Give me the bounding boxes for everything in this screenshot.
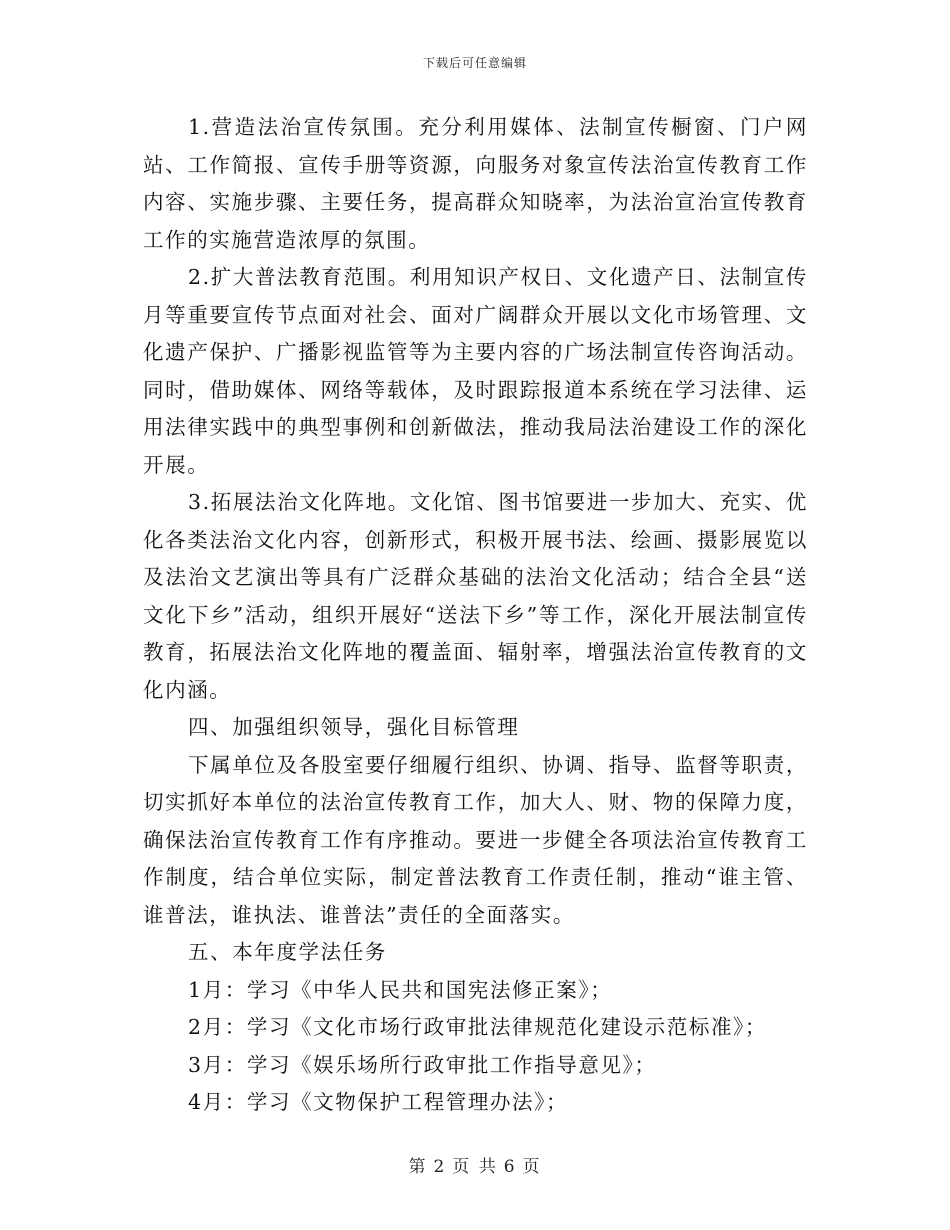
footer-middle: 页 共 (452, 1157, 498, 1177)
page-header-note: 下载后可任意编辑 (422, 56, 527, 70)
task-item-3: 3月：学习《娱乐场所行政审批工作指导意见》； (188, 1052, 657, 1077)
task-item-2: 2月：学习《文化市场行政审批法律规范化建设示范标准》； (188, 1015, 767, 1039)
task-item-1: 1月：学习《中华人民共和国宪法修正案》； (188, 977, 613, 1002)
task-item-4: 4月：学习《文物保护工程管理办法》； (188, 1090, 569, 1114)
section-heading-4: 四、加强组织领导，强化目标管理 (188, 715, 520, 739)
footer-prefix: 第 (408, 1157, 428, 1177)
footer-page-number: 2 (433, 1157, 447, 1177)
document-body (143, 109, 808, 1122)
footer-suffix: 页 (522, 1157, 542, 1177)
footer-total-pages: 6 (503, 1157, 517, 1177)
paragraph-5: 下属单位及各股室要仔细履行组织、协调、指导、监督等职责，切实抓好本单位的法治宣传教育工作，加大人、财、物的保障力度，确保法治宣传教育工作有序推动。要进一步健全各项法治宣传教育工作制度，结合单位实际，制定普法教育工作责任制，推动“谁主管、谁普法，谁执法、谁普法”责任的全面落实。 (143, 752, 808, 927)
section-heading-5: 五、本年度学法任务 (188, 940, 387, 964)
paragraph-3: 3.拓展法治文化阵地。文化馆、图书馆要进一步加大、充实、优化各类法治文化内容，创新形式，积极开展书法、绘画、摄影展览以及法治文艺演出等具有广泛群众基础的法治文化活动；结合全县“送文化下乡”活动，组织开展好“送法下乡”等工作，深化开展法制宣传教育，拓展法治文化阵地的覆盖面、辐射率，增强法治宣传教育的文化内涵。 (143, 490, 808, 702)
paragraph-2: 2.扩大普法教育范围。利用知识产权日、文化遗产日、法制宣传月等重要宣传节点面对社会、面对广阔群众开展以文化市场管理、文化遗产保护、广播影视监管等为主要内容的广场法制宣传咨询活动。同时，借助媒体、网络等载体，及时跟踪报道本系统在学习法律、运用法律实践中的典型事例和创新做法，推动我局法治建设工作的深化开展。 (143, 265, 808, 477)
page-footer (0, 1152, 950, 1177)
paragraph-1: 1.营造法治宣传氛围。充分利用媒体、法制宣传橱窗、门户网站、工作简报、宣传手册等资源，向服务对象宣传法治宣传教育工作内容、实施步骤、主要任务，提高群众知晓率，为法治宣治宣传教育工作的实施营造浓厚的氛围。 (143, 115, 808, 252)
